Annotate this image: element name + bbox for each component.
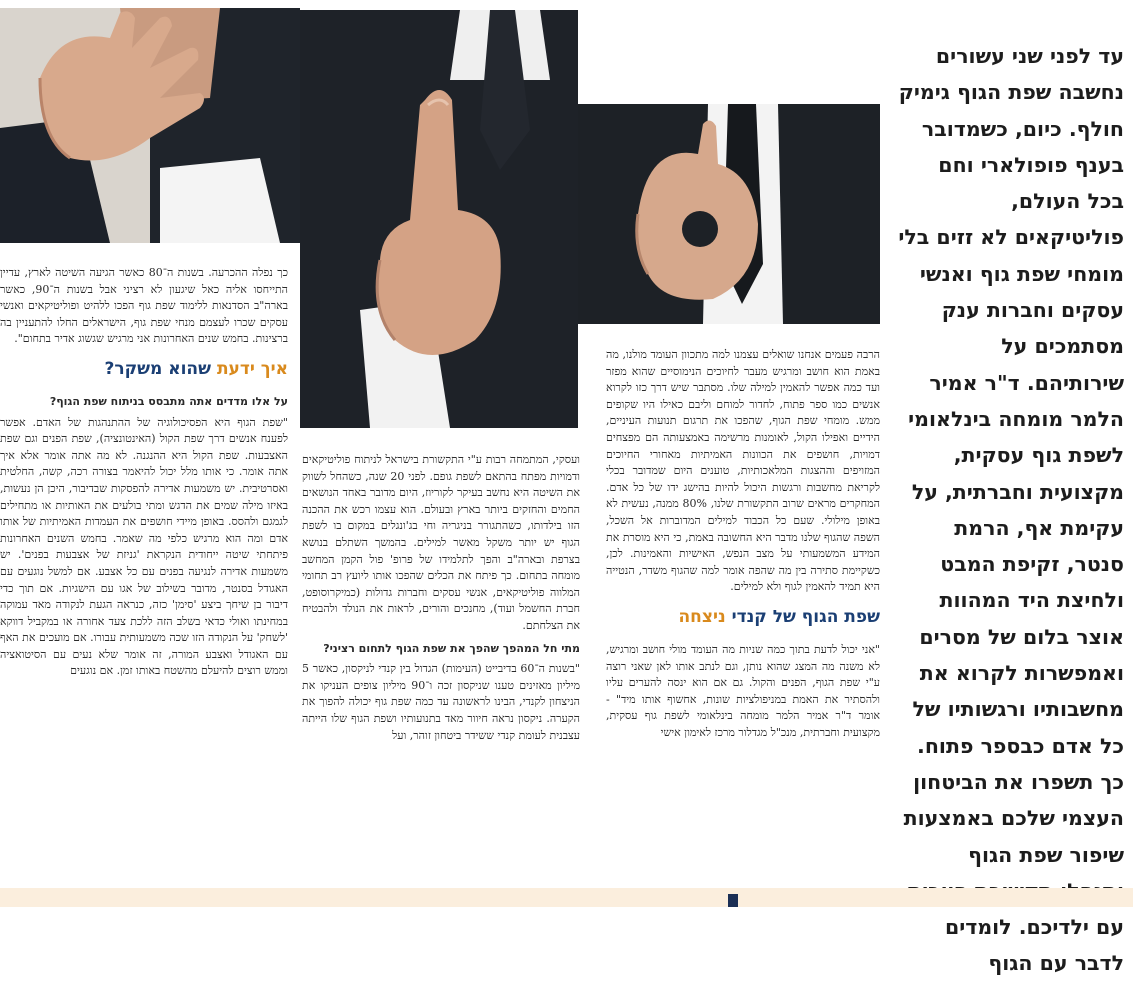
- subheading-kennedy: [606, 606, 880, 628]
- column-left-paragraph-1: כך נפלה ההכרעה. בשנות ה־80 כאשר הגיעה השיטה לארץ, עדיין התייחסו אליה כאל שיגעון לא רציני אבל בשנות ה־90, כאשר בארה"ב הסדנאות ללימוד שפת גוף הפכו ללהיט ופוליטיקאים ואנשי עסקים שכרו לעצמם מנחי שפת גוף, הישראלים החלו להתעניין בה ברצינות. בחמש שנים האחרונות אני מרגיש שגשוג אדיר בתחום".: [0, 266, 288, 346]
- column-left-paragraph-2: "שפת הגוף היא הפסיכולוגיה של ההתנהגות של האדם. אפשר לפענח אנשים דרך שפת הקול (האינטונציה), שפת הפנים וגם שפת האצבעות. שפת הקול היא ההנגנה. לא מה אתה אומר אלא איך אתה אומר. כי אותו מלל יכול להיאמר בצורה רכה, קשה, החלטית ואסרטיבית. יש משמעות אדירה להפסקות שבדיבור, היכן הן נעשות, באיזו מילה שמים את הדגש ומתי בולעים את האותיות או מתחילים לגמגם ולהסס. באופן מיידי חושפים את העמדות האמיתיות של אותו אדם ומה הוא מרגיש כלפי מה שאמר. בחמש השנים האחרונות פיתחתי שיטה ייחודית הנקראת 'גניזת של אצבעות בפנים'. יש משמעות אדירה לנגיעה בפנים עם כל אצבע. אם למשל נוגעים עם האגודל בסנטר, מדובר בשילוב של אגו עם הישגיות. אם תוך כדי דיבור בן שיחך ביצע 'סימן' כזה, כנראה הגעת לנקודה מאד עמוקה במחינתו ואולי כדאי בשלב הזה ללכת צעד אחורה או במקביל דווקא 'לשחק' על הנקודה הזו שכה משמעותית עבורו. אם מועכים את האף עם האגודל ואצבע המורה, זה אומר שלא נעים עם הסיטואציה וממש רוצים להיעלם מהשטח באותו זמן. אם נוגעים: [0, 415, 288, 678]
- bottom-banner: [0, 888, 1133, 907]
- photo-ok-sign: [578, 104, 880, 324]
- subheading-lying-main: שהוא משקר?: [104, 358, 212, 379]
- column-right-paragraph-2: "אני יכול לדעת בתוך כמה שניות מה העומד מולי חושב ומרגיש, לא משנה מה המצג שהוא נותן, וגם לנתב אותו לאן שאני רוצה ע"י שפת הגוף, הפנים והקול. גם אם הוא ינסה להערים עליו ולהסתיר את האמת במניפולציות שונות, אחשוף אותו מיד" - אומר ד"ר אמיר הלמר מומחה בינלאומי לשפת גוף עסקית, מקצועית וחברתית, מנכ"ל מגדלור מרכז לאימון אישי: [606, 642, 880, 739]
- bottom-banner-letter-fragment: [728, 894, 738, 907]
- interview-question-left: על אלו מדדים אתה מתבסס בניתוח שפת הגוף?: [49, 394, 288, 408]
- subheading-kennedy-accent: ניצחה: [678, 606, 726, 627]
- subheading-lying-accent: איך ידעת: [216, 358, 288, 379]
- lead-paragraph: עד לפני שני עשורים נחשבה שפת הגוף גימיק חולף. כיום, כשמדובר בענף פופולארי וחם בכל העולם, פוליטיקאים לא זזים בלי מומחי שפת גוף ואנשי עסקים וחברות ענק מסתמכים על שירותיהם. ד"ר אמיר הלמר מומחה בינלאומי לשפת גוף עסקית, מקצועית וחברתית, על עקימת אף, הרמת סנטר, זקיפת המבט ולחיצת היד המהוות אוצר בלום של מסרים ואמפשרות לקרוא את מחשבותיו ורגשותיו של כל אדם כבספר פתוח. כך תשפרו את הביטחון העצמי שלכם באמצעות שיפור שפת הגוף עם ילדיכם. לומדים לדבר עם הגוף: [898, 44, 1124, 976]
- subheading-kennedy-main: שפת הגוף של קנדי: [731, 606, 880, 627]
- photo-raised-finger-graphic: [300, 10, 578, 428]
- column-right-paragraph-1: הרבה פעמים אנחנו שואלים עצמנו למה מתכוון העומד מולנו, מה באמת הוא חושב ומרגיש מעבר לחיוכים הנימוסיים שהוא מפזר ועד כמה אפשר להאמין למילה שלו. מסתבר שיש דרך כזו לקרוא אנשים כמו ספר פתוח, לחדור למוחם וליבם כאילו היו שקופים ממש. מומחי שפת הגוף, שהפכו את תרגום תנועות העיניים, הידיים ואפילו הקול, לאומנות מרשימה באמצעותה הם מפצחים דמויות, חושפים את הכוונות האמיתיות מאחורי החיוכים המזויפים וההצגות המלאכותיות, טוענים היום שמדובר בכלי לקריאת מחשבות ורגשות היכול להיות בהישג ידו של כל אדם. המחקרים מראים שרוב התקשורת שלנו, 80% ממנה, נעשית לא באופן מילולי. שעם כל הכבוד למילים המדוברות אל השכל, השפה שהגוף שלנו מדבר היא החשובה באמת, כי היא מוסרת את המידע המשמעותי על מצב הנפש, האישיות והאמינות. לכן, כשקיימת סתירה בין מה שהפה אומר למה שהגוף משדר, הנטייה היא תמיד להאמין לגוף ולא למילים.: [606, 348, 880, 594]
- interview-question-middle: מתי חל המהפך שהפך את שפת הגוף לתחום רציני?: [323, 641, 580, 655]
- photo-ok-sign-graphic: [578, 104, 880, 324]
- article-column-left: [0, 265, 288, 857]
- column-middle-paragraph-1: ועסקי, המתמחה רבות ע"י התקשורת בישראל לניתוח פוליטיקאים ודמויות מפתח בהתאם לשפת גופם. לפני 20 שנה, כשהחל לשווק את השיטה היא נחשב בעיקר לקוריוז, היום מדובר באחד הנושאים החמים והחזקים ביותר בארץ ובעולם. הוא עצמו רכש את ההכנה הזו בילדותו, כשהתגורר בניגריה וחי בג'ונגלים במקום בו לשפת הגוף יש יותר משקל מאשר למילים. בהמשך השתלם בנושא בצרפת ובארה"ב והפך לתלמידו של פרופ' פול הקמן המחשב מומחה בתחום. כך פיתח את הכלים שהפכו אותו ליועץ רב תחומי המלווה פוליטיקאים, אנשי עסקים וחברות גדולות (כמיקרוסופט, חברת החשמל ועוד), מחנכים והורים, לראות את הנולד ולהבטיח את הצלחתם.: [302, 453, 580, 632]
- article-column-middle: [302, 452, 580, 857]
- article-column-right: [606, 347, 880, 857]
- column-middle-paragraph-2: "בשנות ה־60 בדיבייט (העימות) הגדול בין קנדי לניקסון, כאשר 5 מיליון מאזינים טענו שניקסון זכה ו־90 מיליון צופים העניקו את הניצחון לקנדי, הבינו לראשונה עד כמה שפת גוף יכולה להפוך את הקערה. ניקסון נראה חיוור מאד בתנועותיו ושפת הגוף שלו הייתה עצבנית לעומת קנדי ששידר ביטחון זוהר, ועל: [302, 662, 580, 742]
- subheading-lying: [0, 358, 288, 380]
- photo-raised-finger: [300, 10, 578, 428]
- photo-open-palm-graphic: [0, 8, 300, 243]
- photo-open-palm: [0, 8, 300, 243]
